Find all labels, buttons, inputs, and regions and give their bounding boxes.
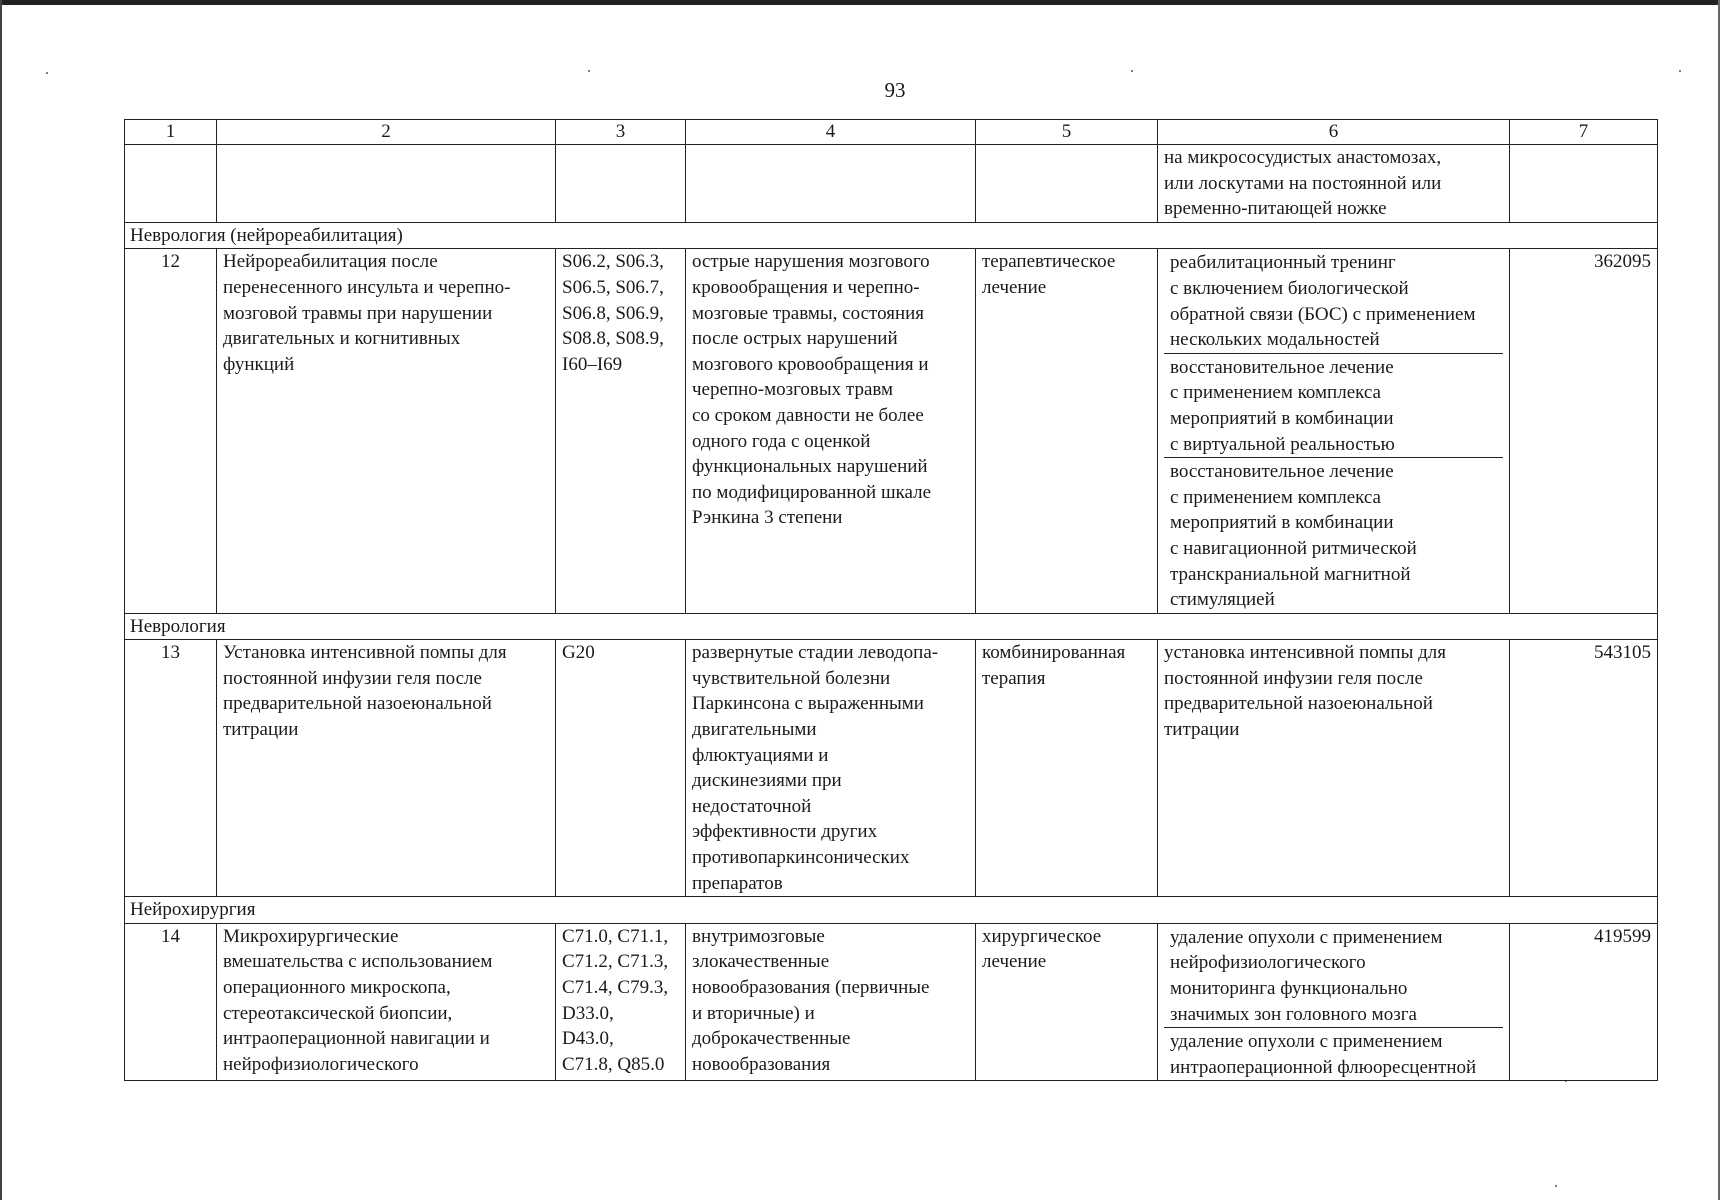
standard-value: 419599	[1510, 923, 1658, 1081]
scan-edge-top	[0, 0, 1720, 5]
treatment-method: восстановительное лечение с применением комплекса мероприятий в комбинации с виртуальной реальностью	[1164, 353, 1503, 457]
empty-cell	[556, 145, 686, 223]
column-number: 4	[686, 120, 976, 145]
treatment-method: удаление опухоли с применением интраоперационной флюоресцентной	[1164, 1027, 1503, 1080]
treatment-method: удаление опухоли с применением нейрофизиологического мониторинга функционально значимых зон головного мозга	[1170, 926, 1443, 1025]
column-number: 5	[976, 120, 1158, 145]
procedure-name: Установка интенсивной помпы для постоянной инфузии геля после предварительной назоеюнальной титрации	[217, 640, 556, 897]
column-number: 3	[556, 120, 686, 145]
continuation-method: на микрососудистых анастомозах, или лоскутами на постоянной или временно-питающей ножке	[1158, 145, 1510, 223]
treatment-method: установка интенсивной помпы для постоянной инфузии геля после предварительной назоеюнальной титрации	[1158, 640, 1510, 897]
patient-condition: внутримозговые злокачественные новообразования (первичные и вторичные) и доброкачественные новообразования	[686, 923, 976, 1081]
row-number: 14	[125, 923, 217, 1081]
row-number: 12	[125, 249, 217, 613]
diagnosis-codes: S06.2, S06.3, S06.5, S06.7, S06.8, S06.9, S08.8, S08.9, I60–I69	[556, 249, 686, 613]
column-number: 7	[1510, 120, 1658, 145]
table-row	[125, 923, 1658, 1081]
section-header-row	[125, 897, 1658, 924]
patient-condition: острые нарушения мозгового кровообращения и черепно- мозговые травмы, состояния после острых нарушений мозгового кровообращения и черепно-мозговых травм со сроком давности не более одного года с оценкой функциональных нарушений по модифицированной шкале Рэнкина 3 степени	[686, 249, 976, 613]
patient-condition: развернутые стадии леводопа- чувствительной болезни Паркинсона с выраженными двигательными флюктуациями и дискинезиями при недостаточной эффективности других противопаркинсонических препаратов	[686, 640, 976, 897]
diagnosis-codes: C71.0, C71.1, C71.2, C71.3, C71.4, C79.3, D33.0, D43.0, C71.8, Q85.0	[556, 923, 686, 1081]
continuation-row	[125, 145, 1658, 223]
empty-cell	[125, 145, 217, 223]
column-number: 6	[1158, 120, 1510, 145]
treatment-method: восстановительное лечение с применением комплекса мероприятий в комбинации с навигационной ритмической транскраниальной магнитной стимуляцией	[1164, 457, 1503, 613]
empty-cell	[686, 145, 976, 223]
standard-value: 362095	[1510, 249, 1658, 613]
standard-value: 543105	[1510, 640, 1658, 897]
treatment-methods	[1158, 249, 1510, 613]
treatment-table	[124, 119, 1658, 1081]
section-title: Нейрохирургия	[125, 897, 1658, 924]
scan-speck	[1679, 70, 1681, 72]
section-header-row	[125, 222, 1658, 249]
treatment-methods	[1158, 923, 1510, 1081]
treatment-type: комбинированная терапия	[976, 640, 1158, 897]
empty-cell	[1510, 145, 1658, 223]
treatment-method: реабилитационный тренинг с включением биологической обратной связи (БОС) с применением нескольких модальностей	[1170, 252, 1476, 351]
diagnosis-codes: G20	[556, 640, 686, 897]
treatment-type: терапевтическое лечение	[976, 249, 1158, 613]
table-row	[125, 640, 1658, 897]
procedure-name: Нейрореабилитация после перенесенного инсульта и черепно- мозговой травмы при нарушении двигательных и когнитивных функций	[217, 249, 556, 613]
page-number: 93	[884, 78, 906, 102]
scan-speck	[1131, 70, 1133, 72]
scan-speck	[588, 70, 590, 72]
scan-edge-left	[0, 0, 2, 1200]
section-title: Неврология	[125, 613, 1658, 640]
section-title: Неврология (нейрореабилитация)	[125, 222, 1658, 249]
empty-cell	[976, 145, 1158, 223]
scan-speck	[1555, 1185, 1557, 1187]
column-number: 2	[217, 120, 556, 145]
table-row	[125, 249, 1658, 613]
scan-speck	[46, 72, 48, 74]
column-number: 1	[125, 120, 217, 145]
section-header-row	[125, 613, 1658, 640]
column-number-row	[125, 120, 1658, 145]
empty-cell	[217, 145, 556, 223]
procedure-name: Микрохирургические вмешательства с использованием операционного микроскопа, стереотаксической биопсии, интраоперационной навигации и нейрофизиологического	[217, 923, 556, 1081]
treatment-type: хирургическое лечение	[976, 923, 1158, 1081]
row-number: 13	[125, 640, 217, 897]
